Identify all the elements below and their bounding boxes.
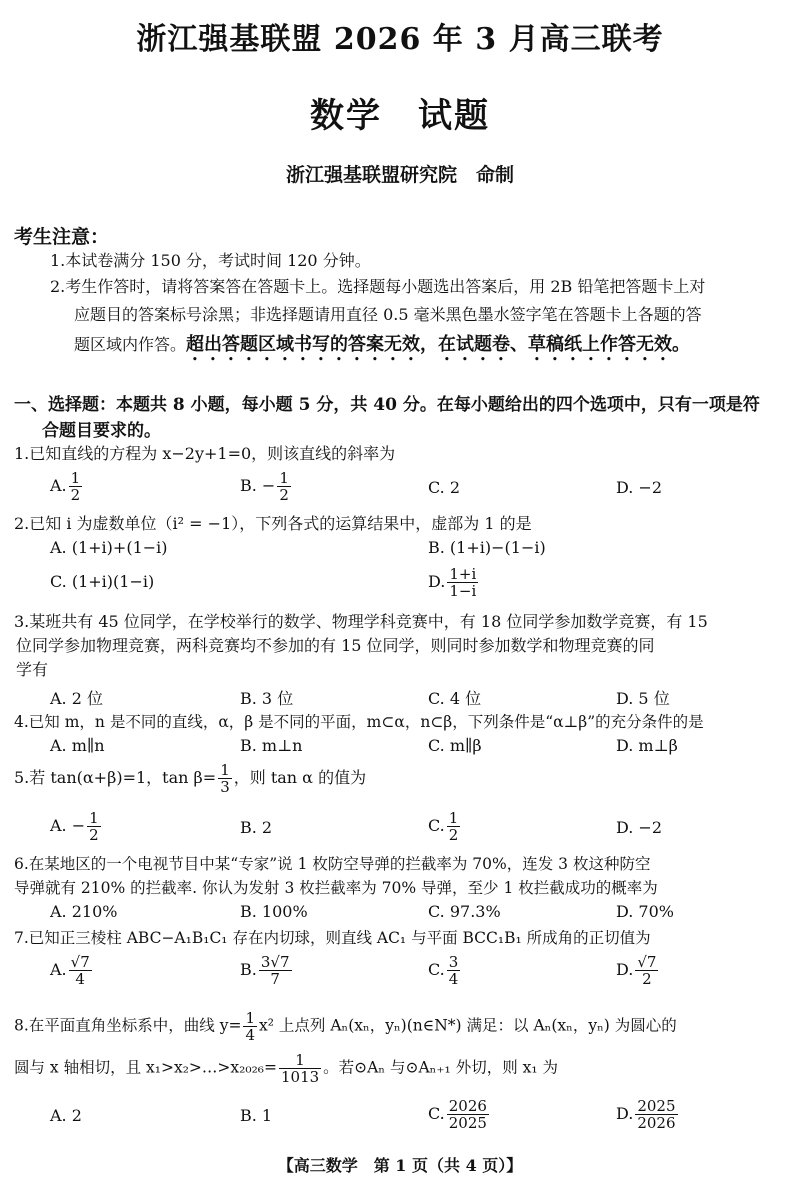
- q7-b-num: 3√7: [260, 953, 290, 971]
- q8-line1-den: 4: [245, 1026, 256, 1044]
- q7-d-fraction: [635, 954, 658, 987]
- q8-c-den: 2025: [448, 1114, 487, 1132]
- q8-option-a: A. 2: [50, 1106, 82, 1125]
- q8-line2-den: 1013: [280, 1068, 320, 1086]
- q3-line-3: 学有: [16, 660, 49, 679]
- q1-option-b: [240, 470, 293, 503]
- section-1-heading-line-2: 合题目要求的。: [42, 421, 161, 441]
- q2-d-fraction: [447, 566, 478, 599]
- q8-option-d: [616, 1098, 680, 1131]
- q5-a-den: 2: [89, 826, 99, 844]
- q7-option-a: [50, 954, 94, 987]
- q1-b-num: 1: [279, 469, 289, 487]
- q5-stem-fraction: [218, 762, 232, 795]
- q1-option-c: C. 2: [428, 478, 461, 497]
- exam-title: 浙江强基联盟 2026 年 3 月高三联考: [136, 22, 664, 57]
- q7-option-d: [616, 954, 660, 987]
- q8-d-den: 2026: [637, 1114, 676, 1132]
- q5-stem-a: 5.若 tan(α+β)=1，tan β=: [14, 768, 217, 787]
- q2-option-b: B. (1+i)−(1−i): [428, 538, 546, 557]
- q7-option-b: [240, 954, 294, 987]
- q5-c-label: C.: [428, 816, 445, 835]
- q3-line-2: 位同学参加物理竞赛，两科竞赛均不参加的有 15 位同学，则同时参加数学和物理竞赛的同: [16, 636, 655, 655]
- q5-stem-num: 1: [220, 761, 230, 779]
- q2-d-num: 1+i: [449, 565, 477, 583]
- q8-line1-a: 8.在平面直角坐标系中，曲线 y=: [14, 1016, 242, 1035]
- q7-a-fraction: [69, 954, 92, 987]
- notice-emphasis: 超出答题区域书写的答案无效，在试题卷、草稿纸上作答无效。: [186, 334, 691, 355]
- q7-a-den: 4: [75, 970, 85, 988]
- q5-c-den: 2: [448, 826, 459, 844]
- question-8-options: [50, 1098, 790, 1138]
- q7-c-num: 3: [448, 953, 459, 971]
- notice-item-2-line-1: 2.考生作答时，请将答案答在答题卡上。选择题每小题选出答案后，用 2B 铅笔把答题卡上对: [50, 277, 706, 296]
- q7-option-c: [428, 954, 462, 987]
- q1-a-fraction: [69, 470, 83, 503]
- q3-option-b: B. 3 位: [240, 689, 294, 708]
- question-5-options: [50, 809, 790, 844]
- q7-c-den: 4: [448, 970, 459, 988]
- q5-option-d: D. −2: [616, 818, 663, 837]
- q2-option-a: A. (1+i)+(1−i): [50, 538, 168, 557]
- q7-a-num: √7: [70, 953, 90, 971]
- q7-d-label: D.: [616, 960, 634, 979]
- q5-c-num: 1: [448, 809, 459, 827]
- q8-c-fraction: [447, 1098, 489, 1131]
- q1-a-num: 1: [70, 469, 81, 487]
- q3-line-1: 3.某班共有 45 位同学，在学校举行的数学、物理学科竞赛中，有 18 位同学参加数学竞赛，有 15: [14, 612, 708, 631]
- question-7-options: [50, 954, 790, 994]
- q1-b-label: B. −: [240, 476, 276, 495]
- section-1-heading-line-1: 一、选择题：本题共 8 小题，每小题 5 分，共 40 分。在每小题给出的四个选项中，只有一项是符: [14, 395, 760, 415]
- exam-author: 浙江强基联盟研究院 命制: [285, 164, 514, 186]
- q8-line2-b: 。若⊙Aₙ 与⊙Aₙ₊₁ 外切，则 x₁ 为: [323, 1058, 559, 1077]
- q2-option-d: [428, 566, 480, 599]
- q8-line2-fraction: [279, 1052, 321, 1085]
- question-6-stem: [14, 852, 789, 900]
- q8-d-label: D.: [616, 1104, 634, 1123]
- q7-a-label: A.: [50, 960, 67, 979]
- notice-item-2-line-2: 应题目的答案标号涂黑；非选择题请用直径 0.5 毫米黑色墨水签字笔在答题卡上各题的答: [74, 305, 702, 324]
- notice-heading: 考生注意：: [14, 226, 110, 248]
- q6-option-c: C. 97.3%: [428, 902, 501, 921]
- q5-c-fraction: [447, 810, 461, 843]
- q8-option-c: [428, 1098, 491, 1131]
- notice-item-2-text: 题区域内作答。: [74, 335, 187, 354]
- q7-d-den: 2: [642, 970, 652, 988]
- q2-option-c: C. (1+i)(1−i): [50, 572, 155, 591]
- q1-b-den: 2: [279, 486, 289, 504]
- q7-c-label: C.: [428, 960, 445, 979]
- question-1-stem: 1.已知直线的方程为 x−2y+1=0，则该直线的斜率为: [14, 444, 396, 463]
- q6-line-1: 6.在某地区的一个电视节目中某“专家”说 1 枚防空导弹的拦截率为 70%，连发 3 枚这种防空: [14, 855, 651, 873]
- q8-line2-a: 圆与 x 轴相切，且 x₁>x₂>…>x₂₀₂₆=: [14, 1058, 277, 1077]
- notice-item-2-line-3: [74, 332, 690, 365]
- q5-a-fraction: [87, 810, 101, 843]
- q8-option-b: B. 1: [240, 1106, 273, 1125]
- page-footer: 【高三数学 第 1 页（共 4 页）】: [277, 1156, 523, 1175]
- q1-a-den: 2: [70, 486, 81, 504]
- q8-line1-fraction: [243, 1010, 257, 1043]
- q8-c-num: 2026: [448, 1097, 487, 1115]
- q3-option-d: D. 5 位: [616, 689, 670, 708]
- question-1-options: [50, 469, 790, 504]
- q3-option-a: A. 2 位: [50, 689, 103, 708]
- question-7-stem: 7.已知正三棱柱 ABC−A₁B₁C₁ 存在内切球，则直线 AC₁ 与平面 BCC₁B₁ 所成角的正切值为: [14, 929, 651, 947]
- q5-option-c: [428, 810, 462, 843]
- q8-d-fraction: [635, 1098, 677, 1131]
- exam-subject: 数学 试题: [310, 96, 490, 136]
- q8-line1-num: 1: [245, 1009, 256, 1027]
- q5-stem-den: 3: [220, 778, 230, 796]
- q7-d-num: √7: [637, 953, 657, 971]
- q5-stem-b: ，则 tan α 的值为: [233, 768, 367, 787]
- q1-option-a: [50, 470, 84, 503]
- q8-c-label: C.: [428, 1104, 445, 1123]
- question-2-options-row-2: [50, 565, 790, 600]
- q5-option-b: B. 2: [240, 818, 273, 837]
- q6-option-a: A. 210%: [50, 902, 118, 921]
- question-3-stem: [14, 610, 789, 682]
- q8-d-num: 2025: [637, 1097, 676, 1115]
- q4-option-a: A. m∥n: [50, 736, 105, 755]
- q2-d-den: 1−i: [449, 582, 477, 600]
- q4-option-d: D. m⊥β: [616, 736, 678, 755]
- q8-line1-b: x² 上点列 Aₙ(xₙ，yₙ)(n∈N*) 满足：以 Aₙ(xₙ，yₙ) 为圆心的: [259, 1016, 677, 1035]
- q6-option-b: B. 100%: [240, 902, 308, 921]
- notice-item-1: 1.本试卷满分 150 分，考试时间 120 分钟。: [50, 251, 371, 270]
- q5-a-num: 1: [89, 809, 99, 827]
- question-2-stem: 2.已知 i 为虚数单位（i² = −1），下列各式的运算结果中，虚部为 1 的是: [14, 514, 532, 533]
- q6-option-d: D. 70%: [616, 902, 674, 921]
- q2-d-label: D.: [428, 572, 446, 591]
- q7-b-fraction: [259, 954, 292, 987]
- q1-b-fraction: [277, 470, 291, 503]
- q4-option-c: C. m∥β: [428, 736, 482, 755]
- q3-option-c: C. 4 位: [428, 689, 482, 708]
- question-4-stem: 4.已知 m，n 是不同的直线，α，β 是不同的平面，m⊂α，n⊂β，下列条件是“α⊥β”的充分条件的是: [14, 713, 704, 731]
- question-8-line-1: [14, 1010, 789, 1043]
- q7-b-den: 7: [270, 970, 280, 988]
- question-8-line-2: [14, 1052, 789, 1085]
- q7-c-fraction: [447, 954, 461, 987]
- q1-option-d: D. −2: [616, 478, 663, 497]
- section-1-heading: [14, 392, 789, 444]
- q5-a-label: A. −: [50, 816, 86, 835]
- q7-b-label: B.: [240, 960, 257, 979]
- question-5-stem: [14, 762, 789, 795]
- q1-a-label: A.: [50, 476, 67, 495]
- q6-line-2: 导弹就有 210% 的拦截率. 你认为发射 3 枚拦截率为 70% 导弹，至少 1 枚拦截成功的概率为: [14, 879, 658, 897]
- q5-option-a: [50, 810, 103, 843]
- q4-option-b: B. m⊥n: [240, 736, 303, 755]
- q8-line2-num: 1: [279, 1052, 321, 1069]
- question-2-options-row-1: [50, 538, 790, 568]
